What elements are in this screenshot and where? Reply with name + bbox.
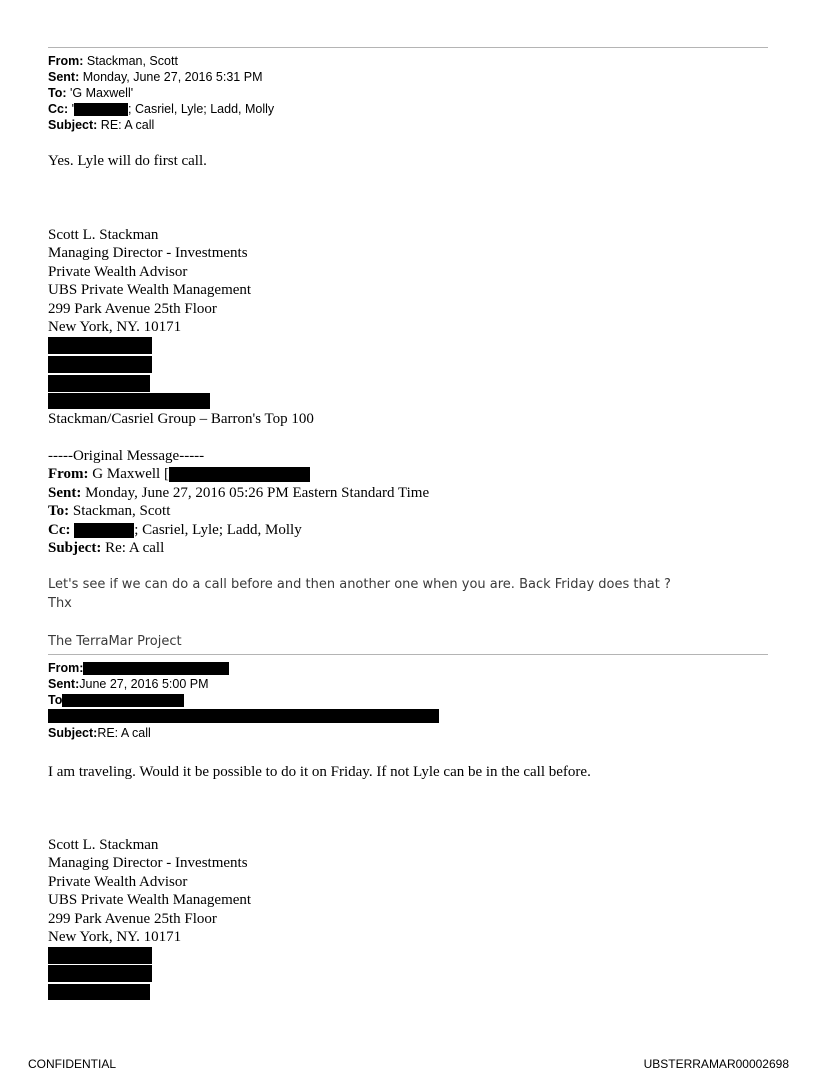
signature2-line: Scott L. Stackman: [48, 837, 159, 853]
redaction-box: [48, 984, 150, 1000]
redaction-box: [48, 337, 152, 354]
email3-subject-line: Subject:RE: A call: [48, 726, 151, 740]
signature2-line: Managing Director - Investments: [48, 855, 248, 872]
original-message-block: [48, 447, 429, 557]
redaction-box: [74, 523, 134, 538]
signature1: [48, 226, 251, 336]
signature1-group: Stackman/Casriel Group – Barron's Top 100: [48, 411, 314, 427]
orig-sent-line: Sent: Monday, June 27, 2016 05:26 PM Eastern Standard Time: [48, 484, 430, 501]
signature1-line: Private Wealth Advisor: [48, 263, 188, 280]
orig-from-line: From: G Maxwell [: [48, 465, 429, 483]
email3-header: [48, 660, 229, 708]
email3-sent-line: Sent:June 27, 2016 5:00 PM: [48, 677, 209, 691]
email1-to-line: To: 'G Maxwell': [48, 86, 134, 100]
redaction-box: [83, 662, 229, 675]
email1-from-line: From: Stackman, Scott: [48, 54, 178, 68]
email1-sent: Monday, June 27, 2016 5:31 PM: [82, 70, 263, 84]
signature2-line: Private Wealth Advisor: [48, 873, 188, 890]
email1-cc-line: Cc: ' ; Casriel, Lyle; Ladd, Molly: [48, 102, 275, 116]
section-rule: [48, 654, 768, 655]
signature1-line: Managing Director - Investments: [48, 245, 248, 262]
signature1-line: Scott L. Stackman: [48, 227, 159, 243]
redaction-box: [48, 709, 439, 723]
redaction-box: [48, 375, 150, 392]
redaction-box: [74, 103, 128, 116]
footer-confidential: CONFIDENTIAL: [28, 1057, 117, 1071]
email3-to-line: To: [48, 692, 229, 708]
redaction-box: [48, 356, 152, 373]
email1-body: Yes. Lyle will do first call.: [48, 153, 207, 169]
signature1-line: New York, NY. 10171: [48, 319, 182, 336]
email1-subject-line: Subject: RE: A call: [48, 118, 155, 132]
orig-cc-line: Cc: ; Casriel, Lyle; Ladd, Molly: [48, 521, 302, 538]
signature2-line: New York, NY. 10171: [48, 929, 182, 946]
signature1-line: 299 Park Avenue 25th Floor: [48, 300, 217, 317]
signature1-line: UBS Private Wealth Management: [48, 282, 252, 299]
redaction-box: [62, 694, 184, 707]
email1-to: 'G Maxwell': [70, 86, 134, 100]
redaction-box: [48, 393, 210, 409]
footer-bates-number: UBSTERRAMAR00002698: [643, 1057, 789, 1071]
orig-subject-line: Subject: Re: A call: [48, 540, 165, 557]
top-rule: [48, 47, 768, 48]
email1-subject: RE: A call: [100, 118, 155, 132]
email3-from-line: From:: [48, 660, 229, 676]
signature2-line: UBS Private Wealth Management: [48, 892, 252, 909]
original-message-body-line: Thx: [48, 596, 72, 611]
original-message-separator: -----Original Message-----: [48, 448, 205, 464]
redaction-box: [169, 467, 310, 482]
organization-name: The TerraMar Project: [48, 634, 182, 649]
email1-header: [48, 53, 274, 133]
redaction-box: [48, 947, 152, 964]
email3-body: I am traveling. Would it be possible to do it on Friday. If not Lyle can be in the call before.: [48, 764, 591, 780]
signature2: [48, 836, 251, 946]
redaction-box: [48, 965, 152, 982]
email1-cc: ; Casriel, Lyle; Ladd, Molly: [128, 102, 275, 116]
email1-from: Stackman, Scott: [86, 54, 178, 68]
original-message-body: [48, 575, 671, 613]
orig-to-line: To: Stackman, Scott: [48, 503, 171, 520]
original-message-body-line: Let's see if we can do a call before and then another one when you are. Back Friday does that ?: [48, 577, 671, 592]
signature2-line: 299 Park Avenue 25th Floor: [48, 910, 217, 927]
email1-sent-line: Sent: Monday, June 27, 2016 5:31 PM: [48, 70, 263, 84]
